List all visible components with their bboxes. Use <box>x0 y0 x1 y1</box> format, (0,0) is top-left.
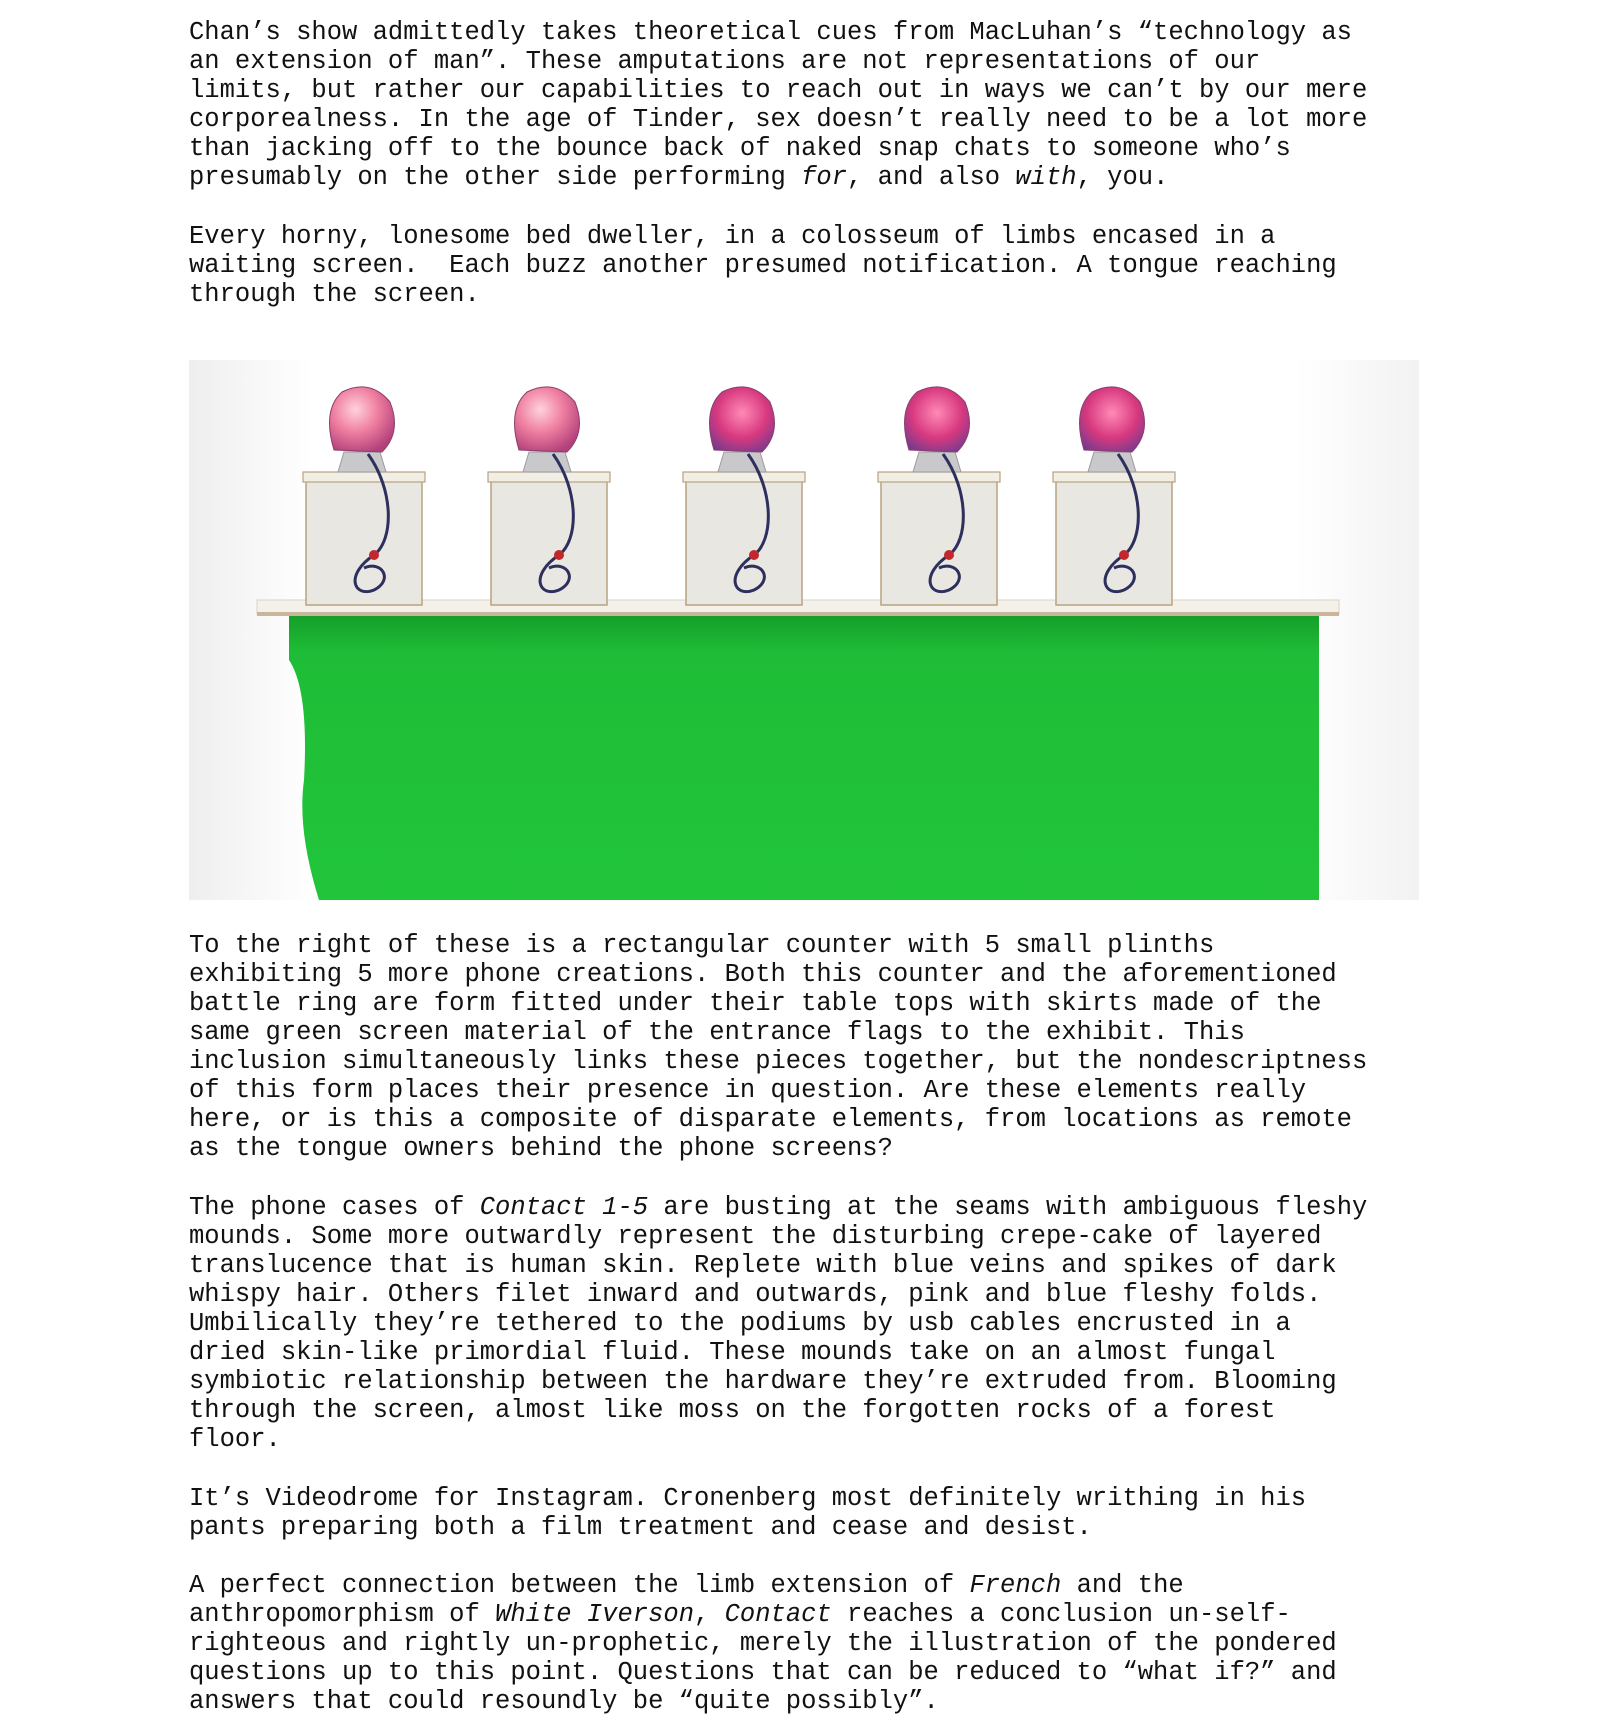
flesh-mound <box>905 387 970 452</box>
text-run: reaches a conclusion un-self- <box>831 1600 1291 1629</box>
text-line <box>189 1047 1367 1076</box>
text-run: here, or is this a composite of disparate elements, from locations as remote <box>189 1105 1352 1134</box>
text-run: an extension of man”. These amputations are not representations of our <box>189 47 1261 76</box>
plinth-top <box>488 472 610 482</box>
text-run: translucence that is human skin. Replete with blue veins and spikes of dark <box>189 1251 1337 1280</box>
text-line <box>189 1600 1291 1629</box>
text-run: pants preparing both a film treatment and cease and desist. <box>189 1513 1092 1542</box>
flesh-mound <box>710 387 775 452</box>
counter <box>257 600 1339 900</box>
cable-clip <box>749 550 759 560</box>
plinth-top <box>878 472 1000 482</box>
italic-run: Contact <box>724 1600 832 1629</box>
text-line <box>189 1513 1092 1542</box>
text-run: corporealness. In the age of Tinder, sex doesn’t really need to be a lot more <box>189 105 1368 134</box>
flesh-mound <box>1080 387 1145 452</box>
text-line <box>189 1571 1184 1600</box>
text-line <box>189 1193 1367 1222</box>
text-run: questions up to this point. Questions that can be reduced to “what if?” and <box>189 1658 1337 1687</box>
cable-clip <box>944 550 954 560</box>
plinth-top <box>303 472 425 482</box>
text-run: waiting screen. Each buzz another presumed notification. A tongue reaching <box>189 251 1337 280</box>
text-run: as the tongue owners behind the phone screens? <box>189 1134 893 1163</box>
text-run: anthropomorphism of <box>189 1600 496 1629</box>
text-line <box>189 1687 939 1716</box>
plinth-top <box>683 472 805 482</box>
text-run: To the right of these is a rectangular counter with 5 small plinths <box>189 931 1215 960</box>
plinth <box>1056 480 1172 605</box>
text-run: are busting at the seams with ambiguous fleshy <box>648 1193 1368 1222</box>
plinth <box>881 480 997 605</box>
italic-run: French <box>969 1571 1062 1600</box>
text-line <box>189 134 1291 163</box>
text-run: limits, but rather our capabilities to reach out in ways we can’t by our mere <box>189 76 1368 105</box>
italic-run: Contact 1-5 <box>479 1193 649 1222</box>
text-line <box>189 1134 893 1163</box>
text-line <box>189 222 1275 251</box>
plinth <box>306 480 422 605</box>
text-line <box>189 251 1337 280</box>
exhibition-photo-drawing <box>189 360 1419 900</box>
text-run: through the screen. <box>189 280 480 309</box>
exhibition-photo <box>189 360 1419 900</box>
text-line <box>189 1658 1337 1687</box>
text-line <box>189 1425 281 1454</box>
text-run: floor. <box>189 1425 281 1454</box>
text-line <box>189 1338 1275 1367</box>
text-line <box>189 1396 1275 1425</box>
flesh-mound <box>515 387 580 452</box>
text-run: It’s Videodrome for Instagram. Cronenberg most definitely writhing in his <box>189 1484 1307 1513</box>
green-skirt <box>289 610 1319 900</box>
text-run: presumably on the other side performing <box>189 163 802 192</box>
text-line <box>189 1251 1337 1280</box>
text-run: mounds. Some more outwardly represent the disturbing crepe-cake of layered <box>189 1222 1322 1251</box>
text-run: same green screen material of the entrance flags to the exhibit. This <box>189 1018 1245 1047</box>
text-run: Chan’s show admittedly takes theoretical cues from MacLuhan’s “technology as <box>189 18 1352 47</box>
text-run: and the <box>1061 1571 1184 1600</box>
text-run: , and also <box>847 163 1016 192</box>
italic-run: for <box>801 163 848 192</box>
cable-clip <box>1119 550 1129 560</box>
paragraph-3 <box>189 931 1449 1163</box>
text-line <box>189 960 1337 989</box>
text-run: inclusion simultaneously links these pieces together, but the nondescriptness <box>189 1047 1368 1076</box>
paragraph-4 <box>189 1193 1449 1454</box>
paragraph-2 <box>189 222 1449 309</box>
text-run: of this form places their presence in question. Are these elements really <box>189 1076 1307 1105</box>
text-line <box>189 18 1352 47</box>
text-line <box>189 1018 1245 1047</box>
text-line <box>189 47 1260 76</box>
text-line <box>189 163 1168 192</box>
text-line <box>189 1629 1337 1658</box>
text-run: A perfect connection between the limb extension of <box>189 1571 970 1600</box>
paragraph-1 <box>189 18 1449 192</box>
flesh-mound <box>330 387 395 452</box>
text-line <box>189 1484 1306 1513</box>
text-line <box>189 1222 1321 1251</box>
plinth <box>491 480 607 605</box>
cable-clip <box>369 550 379 560</box>
text-run: , you. <box>1076 163 1169 192</box>
text-run: The phone cases of <box>189 1193 480 1222</box>
plinth-top <box>1053 472 1175 482</box>
text-line <box>189 1280 1321 1309</box>
text-run: symbiotic relationship between the hardware they’re extruded from. Blooming <box>189 1367 1337 1396</box>
cable-clip <box>554 550 564 560</box>
text-run: answers that could resoundly be “quite possibly”. <box>189 1687 939 1716</box>
text-run: dried skin-like primordial fluid. These mounds take on an almost fungal <box>189 1338 1276 1367</box>
text-run: whispy hair. Others filet inward and outwards, pink and blue fleshy folds. <box>189 1280 1322 1309</box>
text-line <box>189 1309 1291 1338</box>
text-line <box>189 1076 1306 1105</box>
text-line <box>189 931 1214 960</box>
text-run: than jacking off to the bounce back of naked snap chats to someone who’s <box>189 134 1291 163</box>
text-run: battle ring are form fitted under their table tops with skirts made of the <box>189 989 1322 1018</box>
italic-run: with <box>1015 163 1077 192</box>
text-run: through the screen, almost like moss on the forgotten rocks of a forest <box>189 1396 1276 1425</box>
paragraph-5 <box>189 1484 1449 1542</box>
text-line <box>189 1105 1352 1134</box>
italic-run: White Iverson <box>495 1600 694 1629</box>
text-line <box>189 280 480 309</box>
text-run: righteous and rightly un-prophetic, merely the illustration of the pondered <box>189 1629 1337 1658</box>
text-line <box>189 1367 1337 1396</box>
tabletop-edge <box>257 612 1339 616</box>
text-line <box>189 76 1367 105</box>
paragraph-6 <box>189 1571 1449 1716</box>
text-line <box>189 989 1321 1018</box>
text-run: exhibiting 5 more phone creations. Both this counter and the aforementioned <box>189 960 1337 989</box>
text-run: Umbilically they’re tethered to the podiums by usb cables encrusted in a <box>189 1309 1291 1338</box>
text-line <box>189 105 1367 134</box>
plinth <box>686 480 802 605</box>
text-run: , <box>694 1600 725 1629</box>
text-run: Every horny, lonesome bed dweller, in a colosseum of limbs encased in a <box>189 222 1276 251</box>
